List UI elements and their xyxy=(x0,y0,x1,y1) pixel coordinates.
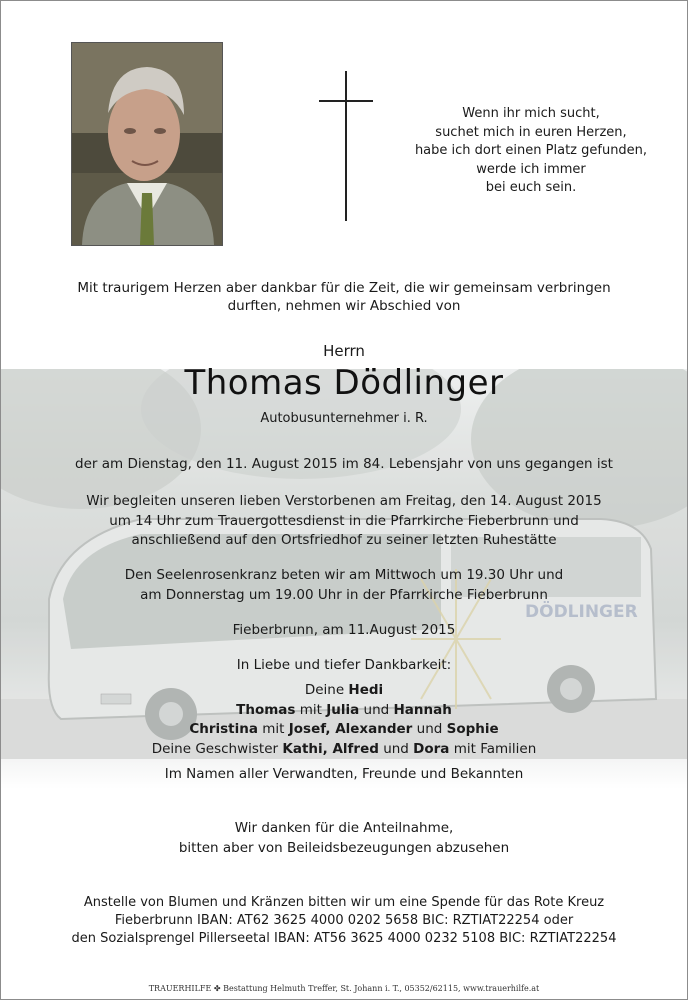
intro-text xyxy=(41,279,647,315)
funeral-line: anschließend auf den Ortsfriedhof zu seiner letzten Ruhestätte xyxy=(131,532,557,548)
bus-lettering: DÖDLINGER xyxy=(525,602,638,622)
thanks-line: Wir danken für die Anteilnahme, xyxy=(234,820,454,836)
family-line-1: Deine Hedi xyxy=(304,682,384,698)
deceased-role: Autobusunternehmer i. R. xyxy=(260,411,428,426)
funeral-line: Wir begleiten unseren lieben Verstorbenen am Freitag, den 14. August 2015 xyxy=(86,493,602,509)
salutation: Herrn xyxy=(323,342,365,360)
relatives xyxy=(1,765,687,785)
family-line-2: Thomas mit Julia und Hannah xyxy=(236,701,452,718)
thanks xyxy=(1,819,687,858)
portrait-photo xyxy=(71,42,223,246)
donation-line: Anstelle von Blumen und Kränzen bitten wir um eine Spende für das Rote Kreuz xyxy=(83,895,605,910)
funeral-line: um 14 Uhr zum Trauergottesdienst in die Pfarrkirche Fieberbrunn und xyxy=(109,512,579,529)
poem xyxy=(391,105,671,198)
intro-line: durften, nehmen wir Abschied von xyxy=(227,298,461,314)
death-line xyxy=(1,455,687,475)
undertaker-footer: TRAUERHILFE ✤ Bestattung Helmuth Treffer, St. Johann i. T., 05352/62115, www.trauerhilfe.at xyxy=(148,984,540,993)
gratitude xyxy=(1,656,687,676)
family-line-4: Deine Geschwister Kathi, Alfred und Dora mit Familien xyxy=(151,740,537,757)
rosary-info xyxy=(1,566,687,605)
family-list xyxy=(1,681,687,759)
intro-line: Mit traurigem Herzen aber dankbar für die Zeit, die wir gemeinsam verbringen xyxy=(77,280,611,296)
donation-line: Fieberbrunn IBAN: AT62 3625 4000 0202 5658 BIC: RZTIAT22254 oder xyxy=(114,913,574,928)
poem-line: habe ich dort einen Platz gefunden, xyxy=(414,143,648,158)
deceased-name: Thomas Dödlinger xyxy=(184,363,504,403)
poem-line: suchet mich in euren Herzen, xyxy=(435,124,627,140)
poem-line: bei euch sein. xyxy=(485,180,577,195)
funeral-info xyxy=(1,492,687,551)
death-text: der am Dienstag, den 11. August 2015 im 84. Lebensjahr von uns gegangen ist xyxy=(75,456,613,472)
donation-info xyxy=(1,894,687,948)
relatives-text: Im Namen aller Verwandten, Freunde und Bekannten xyxy=(164,766,524,782)
poem-line: Wenn ihr mich sucht, xyxy=(462,106,600,121)
place-date xyxy=(1,621,687,641)
cross-icon xyxy=(319,71,373,221)
place-date-text: Fieberbrunn, am 11.August 2015 xyxy=(232,622,456,638)
thanks-line: bitten aber von Beileidsbezeugungen abzusehen xyxy=(178,839,510,856)
rosary-line: am Donnerstag um 19.00 Uhr in der Pfarrkirche Fieberbrunn xyxy=(140,586,548,603)
poem-line: werde ich immer xyxy=(476,161,586,177)
family-line-3: Christina mit Josef, Alexander und Sophie xyxy=(189,721,499,737)
gratitude-text: In Liebe und tiefer Dankbarkeit: xyxy=(236,657,452,673)
donation-line: den Sozialsprengel Pillerseetal IBAN: AT56 3625 4000 0232 5108 BIC: RZTIAT22254 xyxy=(71,931,617,946)
rosary-line: Den Seelenrosenkranz beten wir am Mittwoch um 19.30 Uhr und xyxy=(124,567,564,583)
